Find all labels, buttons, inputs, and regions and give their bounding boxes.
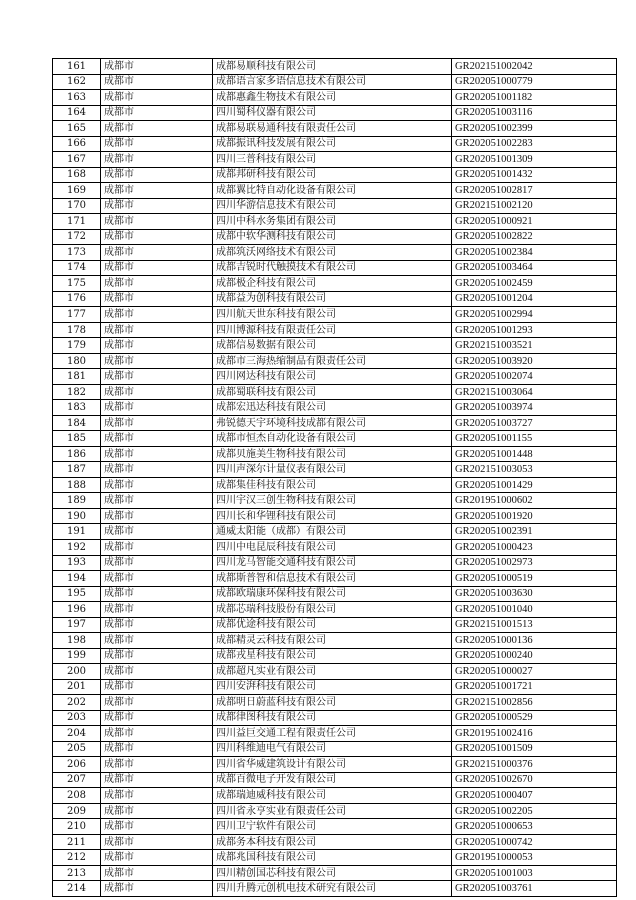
city-cell: 成都市 xyxy=(101,726,213,742)
city-cell: 成都市 xyxy=(101,602,213,618)
certificate-number-cell: GR202051001509 xyxy=(452,741,617,757)
table-row xyxy=(53,59,617,75)
company-name-cell: 四川中科水务集团有限公司 xyxy=(213,214,452,230)
row-number: 195 xyxy=(53,586,101,602)
city-cell: 成都市 xyxy=(101,772,213,788)
table-row xyxy=(53,229,617,245)
company-name-cell: 成都兆国科技有限公司 xyxy=(213,850,452,866)
company-name-cell: 成都戎星科技有限公司 xyxy=(213,648,452,664)
row-number: 181 xyxy=(53,369,101,385)
certificate-number-cell: GR202051000742 xyxy=(452,834,617,850)
table-row xyxy=(53,369,617,385)
company-name-cell: 四川博源科技有限责任公司 xyxy=(213,322,452,338)
company-name-cell: 成都超凡实业有限公司 xyxy=(213,664,452,680)
row-number: 169 xyxy=(53,183,101,199)
city-cell: 成都市 xyxy=(101,477,213,493)
table-row xyxy=(53,539,617,555)
certificate-number-cell: GR202051000240 xyxy=(452,648,617,664)
company-name-cell: 成都市恒杰自动化设备有限公司 xyxy=(213,431,452,447)
company-name-cell: 四川益巨交通工程有限责任公司 xyxy=(213,726,452,742)
certificate-number-cell: GR202051002399 xyxy=(452,121,617,137)
certificate-number-cell: GR202051002994 xyxy=(452,307,617,323)
certificate-number-cell: GR202151002856 xyxy=(452,695,617,711)
table-row xyxy=(53,881,617,897)
city-cell: 成都市 xyxy=(101,338,213,354)
row-number: 191 xyxy=(53,524,101,540)
company-name-cell: 成都明日蔚蓝科技有限公司 xyxy=(213,695,452,711)
row-number: 206 xyxy=(53,757,101,773)
certificate-number-cell: GR202051001003 xyxy=(452,865,617,881)
company-name-cell: 四川长和华锂科技有限公司 xyxy=(213,508,452,524)
certificate-number-cell: GR202051000653 xyxy=(452,819,617,835)
certificate-number-cell: GR202051003727 xyxy=(452,415,617,431)
row-number: 200 xyxy=(53,664,101,680)
row-number: 209 xyxy=(53,803,101,819)
city-cell: 成都市 xyxy=(101,214,213,230)
table-row xyxy=(53,819,617,835)
city-cell: 成都市 xyxy=(101,198,213,214)
certificate-number-cell: GR202051001204 xyxy=(452,291,617,307)
certificate-number-cell: GR202051000423 xyxy=(452,539,617,555)
company-name-cell: 弗锐德天宇环境科技成都有限公司 xyxy=(213,415,452,431)
company-name-cell: 成都易联易通科技有限责任公司 xyxy=(213,121,452,137)
city-cell: 成都市 xyxy=(101,850,213,866)
row-number: 210 xyxy=(53,819,101,835)
row-number: 161 xyxy=(53,59,101,75)
table-row xyxy=(53,462,617,478)
city-cell: 成都市 xyxy=(101,353,213,369)
certificate-number-cell: GR202051001293 xyxy=(452,322,617,338)
company-name-cell: 四川卫宁软件有限公司 xyxy=(213,819,452,835)
row-number: 175 xyxy=(53,276,101,292)
table-row xyxy=(53,136,617,152)
city-cell: 成都市 xyxy=(101,555,213,571)
row-number: 186 xyxy=(53,446,101,462)
table-row xyxy=(53,803,617,819)
table-row xyxy=(53,850,617,866)
company-name-cell: 成都信易数据有限公司 xyxy=(213,338,452,354)
row-number: 211 xyxy=(53,834,101,850)
table-row xyxy=(53,214,617,230)
table-row xyxy=(53,477,617,493)
table-row xyxy=(53,353,617,369)
row-number: 194 xyxy=(53,571,101,587)
company-name-cell: 成都集佳科技有限公司 xyxy=(213,477,452,493)
city-cell: 成都市 xyxy=(101,291,213,307)
table-row xyxy=(53,338,617,354)
city-cell: 成都市 xyxy=(101,322,213,338)
city-cell: 成都市 xyxy=(101,136,213,152)
certificate-number-cell: GR202051002283 xyxy=(452,136,617,152)
city-cell: 成都市 xyxy=(101,539,213,555)
table-row xyxy=(53,695,617,711)
certificate-number-cell: GR202151002120 xyxy=(452,198,617,214)
city-cell: 成都市 xyxy=(101,679,213,695)
row-number: 192 xyxy=(53,539,101,555)
certificate-number-cell: GR202051002205 xyxy=(452,803,617,819)
row-number: 178 xyxy=(53,322,101,338)
table-row xyxy=(53,260,617,276)
certificate-number-cell: GR202151003521 xyxy=(452,338,617,354)
city-cell: 成都市 xyxy=(101,90,213,106)
row-number: 162 xyxy=(53,74,101,90)
table-row xyxy=(53,617,617,633)
city-cell: 成都市 xyxy=(101,524,213,540)
company-name-cell: 成都语言家多语信息技术有限公司 xyxy=(213,74,452,90)
row-number: 168 xyxy=(53,167,101,183)
city-cell: 成都市 xyxy=(101,276,213,292)
certificate-number-cell: GR202151001513 xyxy=(452,617,617,633)
city-cell: 成都市 xyxy=(101,152,213,168)
certificate-number-cell: GR202051001448 xyxy=(452,446,617,462)
certificate-number-cell: GR202051002074 xyxy=(452,369,617,385)
city-cell: 成都市 xyxy=(101,59,213,75)
table-row xyxy=(53,710,617,726)
city-cell: 成都市 xyxy=(101,446,213,462)
row-number: 164 xyxy=(53,105,101,121)
certificate-number-cell: GR202051002822 xyxy=(452,229,617,245)
certificate-number-cell: GR202051003630 xyxy=(452,586,617,602)
company-name-cell: 成都市三海热缩制品有限责任公司 xyxy=(213,353,452,369)
company-name-cell: 成都吉锐时代触摸技术有限公司 xyxy=(213,260,452,276)
company-name-cell: 四川精创国芯科技有限公司 xyxy=(213,865,452,881)
certificate-number-cell: GR202051001040 xyxy=(452,602,617,618)
city-cell: 成都市 xyxy=(101,788,213,804)
certificate-number-cell: GR202051002817 xyxy=(452,183,617,199)
table-row xyxy=(53,834,617,850)
row-number: 201 xyxy=(53,679,101,695)
certificate-number-cell: GR202051001182 xyxy=(452,90,617,106)
certificate-number-cell: GR202051001920 xyxy=(452,508,617,524)
table-row xyxy=(53,152,617,168)
certificate-number-cell: GR202051000027 xyxy=(452,664,617,680)
row-number: 185 xyxy=(53,431,101,447)
table-row xyxy=(53,384,617,400)
certificate-number-cell: GR202051000779 xyxy=(452,74,617,90)
company-name-cell: 四川蜀科仪器有限公司 xyxy=(213,105,452,121)
table-row xyxy=(53,431,617,447)
certificate-number-cell: GR202051003464 xyxy=(452,260,617,276)
table-row xyxy=(53,446,617,462)
certificate-number-cell: GR202051002391 xyxy=(452,524,617,540)
company-name-cell: 四川宇汉三创生物科技有限公司 xyxy=(213,493,452,509)
table-row xyxy=(53,322,617,338)
certificate-number-cell: GR202051000136 xyxy=(452,633,617,649)
table-row xyxy=(53,865,617,881)
row-number: 198 xyxy=(53,633,101,649)
row-number: 163 xyxy=(53,90,101,106)
table-row xyxy=(53,74,617,90)
city-cell: 成都市 xyxy=(101,431,213,447)
company-name-cell: 四川省永亨实业有限责任公司 xyxy=(213,803,452,819)
company-name-cell: 成都惠鑫生物技术有限公司 xyxy=(213,90,452,106)
city-cell: 成都市 xyxy=(101,369,213,385)
table-row xyxy=(53,245,617,261)
company-name-cell: 四川声深尔计量仪表有限公司 xyxy=(213,462,452,478)
certificate-number-cell: GR202051000407 xyxy=(452,788,617,804)
certificate-number-cell: GR202051000921 xyxy=(452,214,617,230)
company-name-cell: 四川航天世东科技有限公司 xyxy=(213,307,452,323)
certificate-number-cell: GR201951000053 xyxy=(452,850,617,866)
table-row xyxy=(53,307,617,323)
table-row xyxy=(53,788,617,804)
table-row xyxy=(53,555,617,571)
table-row xyxy=(53,602,617,618)
company-name-cell: 通威太阳能（成都）有限公司 xyxy=(213,524,452,540)
city-cell: 成都市 xyxy=(101,400,213,416)
certificate-number-cell: GR202151002042 xyxy=(452,59,617,75)
row-number: 190 xyxy=(53,508,101,524)
city-cell: 成都市 xyxy=(101,834,213,850)
table-row xyxy=(53,183,617,199)
row-number: 193 xyxy=(53,555,101,571)
row-number: 174 xyxy=(53,260,101,276)
table-row xyxy=(53,741,617,757)
company-name-cell: 成都宏迅达科技有限公司 xyxy=(213,400,452,416)
company-name-cell: 四川网达科技有限公司 xyxy=(213,369,452,385)
city-cell: 成都市 xyxy=(101,819,213,835)
certificate-number-cell: GR201951002416 xyxy=(452,726,617,742)
certificate-number-cell: GR202051003116 xyxy=(452,105,617,121)
table-row xyxy=(53,757,617,773)
table-row xyxy=(53,400,617,416)
company-name-cell: 成都斯普智和信息技术有限公司 xyxy=(213,571,452,587)
company-name-cell: 四川三普科技有限公司 xyxy=(213,152,452,168)
certificate-number-cell: GR202051002670 xyxy=(452,772,617,788)
certificate-number-cell: GR202051002384 xyxy=(452,245,617,261)
company-name-cell: 成都筑沃网络技术有限公司 xyxy=(213,245,452,261)
city-cell: 成都市 xyxy=(101,664,213,680)
row-number: 166 xyxy=(53,136,101,152)
company-name-cell: 四川科维迪电气有限公司 xyxy=(213,741,452,757)
row-number: 177 xyxy=(53,307,101,323)
company-name-cell: 四川中电昆辰科技有限公司 xyxy=(213,539,452,555)
row-number: 167 xyxy=(53,152,101,168)
city-cell: 成都市 xyxy=(101,741,213,757)
row-number: 214 xyxy=(53,881,101,897)
certificate-number-cell: GR202051002459 xyxy=(452,276,617,292)
city-cell: 成都市 xyxy=(101,183,213,199)
company-name-cell: 成都百微电子开发有限公司 xyxy=(213,772,452,788)
certificate-number-cell: GR202051001309 xyxy=(452,152,617,168)
table-row xyxy=(53,121,617,137)
company-name-cell: 成都振讯科技发展有限公司 xyxy=(213,136,452,152)
table-row xyxy=(53,291,617,307)
city-cell: 成都市 xyxy=(101,695,213,711)
company-name-cell: 四川龙马智能交通科技有限公司 xyxy=(213,555,452,571)
row-number: 212 xyxy=(53,850,101,866)
certificate-number-cell: GR201951000602 xyxy=(452,493,617,509)
city-cell: 成都市 xyxy=(101,617,213,633)
city-cell: 成都市 xyxy=(101,307,213,323)
city-cell: 成都市 xyxy=(101,167,213,183)
table-row xyxy=(53,633,617,649)
certificate-number-cell: GR202151003053 xyxy=(452,462,617,478)
city-cell: 成都市 xyxy=(101,229,213,245)
certificate-number-cell: GR202051003761 xyxy=(452,881,617,897)
row-number: 196 xyxy=(53,602,101,618)
table-row xyxy=(53,198,617,214)
company-name-cell: 四川华游信息技术有限公司 xyxy=(213,198,452,214)
row-number: 176 xyxy=(53,291,101,307)
table-row xyxy=(53,105,617,121)
city-cell: 成都市 xyxy=(101,462,213,478)
table-row xyxy=(53,772,617,788)
row-number: 171 xyxy=(53,214,101,230)
table-row xyxy=(53,167,617,183)
city-cell: 成都市 xyxy=(101,74,213,90)
city-cell: 成都市 xyxy=(101,105,213,121)
table-row xyxy=(53,726,617,742)
table-body xyxy=(53,59,617,897)
table-row xyxy=(53,524,617,540)
certificate-number-cell: GR202051000529 xyxy=(452,710,617,726)
certificate-number-cell: GR202051001429 xyxy=(452,477,617,493)
row-number: 202 xyxy=(53,695,101,711)
city-cell: 成都市 xyxy=(101,508,213,524)
table-row xyxy=(53,664,617,680)
certificate-number-cell: GR202151000376 xyxy=(452,757,617,773)
row-number: 199 xyxy=(53,648,101,664)
certificate-number-cell: GR202151003064 xyxy=(452,384,617,400)
table-row xyxy=(53,648,617,664)
company-name-cell: 成都精灵云科技有限公司 xyxy=(213,633,452,649)
city-cell: 成都市 xyxy=(101,648,213,664)
row-number: 173 xyxy=(53,245,101,261)
row-number: 165 xyxy=(53,121,101,137)
company-name-cell: 成都翼比特自动化设备有限公司 xyxy=(213,183,452,199)
certificate-number-cell: GR202051001155 xyxy=(452,431,617,447)
company-name-cell: 成都芯瑞科技股份有限公司 xyxy=(213,602,452,618)
city-cell: 成都市 xyxy=(101,710,213,726)
row-number: 204 xyxy=(53,726,101,742)
city-cell: 成都市 xyxy=(101,384,213,400)
city-cell: 成都市 xyxy=(101,757,213,773)
company-name-cell: 成都易顺科技有限公司 xyxy=(213,59,452,75)
company-name-cell: 成都蜀联科技有限公司 xyxy=(213,384,452,400)
city-cell: 成都市 xyxy=(101,493,213,509)
company-name-cell: 成都务本科技有限公司 xyxy=(213,834,452,850)
company-name-cell: 四川省华威建筑设计有限公司 xyxy=(213,757,452,773)
city-cell: 成都市 xyxy=(101,121,213,137)
company-name-cell: 成都瑞迪威科技有限公司 xyxy=(213,788,452,804)
table-row xyxy=(53,679,617,695)
company-name-cell: 成都优途科技有限公司 xyxy=(213,617,452,633)
city-cell: 成都市 xyxy=(101,586,213,602)
table-row xyxy=(53,415,617,431)
table-row xyxy=(53,493,617,509)
company-name-cell: 成都律图科技有限公司 xyxy=(213,710,452,726)
city-cell: 成都市 xyxy=(101,415,213,431)
row-number: 203 xyxy=(53,710,101,726)
table-row xyxy=(53,508,617,524)
row-number: 189 xyxy=(53,493,101,509)
row-number: 208 xyxy=(53,788,101,804)
city-cell: 成都市 xyxy=(101,571,213,587)
company-name-cell: 成都邦研科技有限公司 xyxy=(213,167,452,183)
table-row xyxy=(53,276,617,292)
company-name-cell: 四川升腾元创机电技术研究有限公司 xyxy=(213,881,452,897)
row-number: 207 xyxy=(53,772,101,788)
certificate-number-cell: GR202051000519 xyxy=(452,571,617,587)
row-number: 180 xyxy=(53,353,101,369)
certificate-number-cell: GR202051002973 xyxy=(452,555,617,571)
certificate-number-cell: GR202051001721 xyxy=(452,679,617,695)
company-name-cell: 成都中软华测科技有限公司 xyxy=(213,229,452,245)
row-number: 205 xyxy=(53,741,101,757)
table-row xyxy=(53,586,617,602)
row-number: 213 xyxy=(53,865,101,881)
certificate-number-cell: GR202051001432 xyxy=(452,167,617,183)
city-cell: 成都市 xyxy=(101,633,213,649)
row-number: 188 xyxy=(53,477,101,493)
row-number: 187 xyxy=(53,462,101,478)
city-cell: 成都市 xyxy=(101,260,213,276)
row-number: 179 xyxy=(53,338,101,354)
company-name-cell: 四川安湃科技有限公司 xyxy=(213,679,452,695)
row-number: 182 xyxy=(53,384,101,400)
row-number: 170 xyxy=(53,198,101,214)
city-cell: 成都市 xyxy=(101,865,213,881)
row-number: 183 xyxy=(53,400,101,416)
city-cell: 成都市 xyxy=(101,881,213,897)
certificate-number-cell: GR202051003974 xyxy=(452,400,617,416)
table-row xyxy=(53,90,617,106)
company-name-cell: 成都欧瑞康环保科技有限公司 xyxy=(213,586,452,602)
city-cell: 成都市 xyxy=(101,245,213,261)
certificate-number-cell: GR202051003920 xyxy=(452,353,617,369)
table-row xyxy=(53,571,617,587)
company-name-cell: 成都益为创科技有限公司 xyxy=(213,291,452,307)
company-name-cell: 成都极企科技有限公司 xyxy=(213,276,452,292)
row-number: 197 xyxy=(53,617,101,633)
row-number: 172 xyxy=(53,229,101,245)
enterprise-list-table xyxy=(52,58,617,897)
company-name-cell: 成都贝施美生物科技有限公司 xyxy=(213,446,452,462)
city-cell: 成都市 xyxy=(101,803,213,819)
row-number: 184 xyxy=(53,415,101,431)
